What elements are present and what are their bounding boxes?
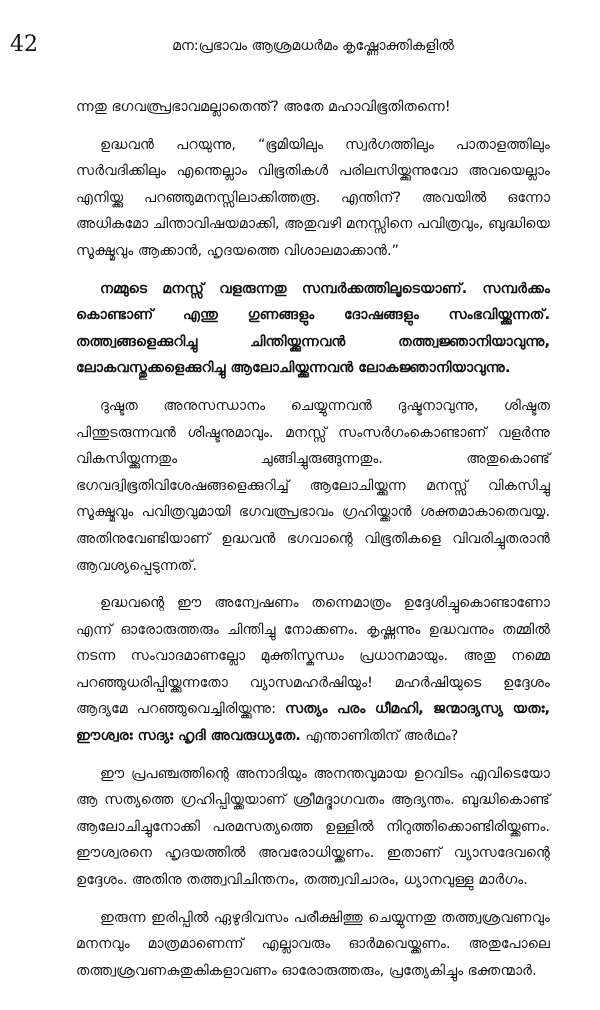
paragraph: ഇരുന്ന ഇരിപ്പിൽ ഏഴുദിവസം പരീക്ഷിത്തു ചെയ്യുന്നതു തത്ത്വശ്രവണവും മനനവും മാത്രമാണെന്ന് എല്ലാവരും ഓർമവെയ്ക്കണം. അതുപോലെ തത്ത്വശ്രവണകുതുകികളാവണം ഓരോരുത്തരും, പ്രത്യേകിച്ചും ഭക്തന്മാർ. <box>76 909 550 979</box>
sanskrit-verse: സത്യം പരം ധീമഹി, ജന്മാദ്യസ്യ യതഃ, ഈശ്വരഃ സദ്യഃ ഹൃദി അവരുധ്യതേ. <box>76 701 550 745</box>
paragraph-text: ഉദ്ധവന്റെ ഈ അന്വേഷണം തന്നെമാത്രം ഉദ്ദേശിച്ചുകൊണ്ടാണോ എന്ന് ഓരോരുത്തരും ചിന്തിച്ചു നോക്കണം. കൃഷ്ണന്നും ഉദ്ധവന്നും തമ്മിൽ നടന്ന സംവാദമാണല്ലോ മുക്തിസ്കന്ധം പ്രധാനമായും. അതു നമ്മെ പറഞ്ഞുധരിപ്പിയ്ക്കുന്നതോ വ്യാസമഹർഷിയും! മഹർഷിയുടെ ഉദ്ദേശം ആദ്യമേ പറഞ്ഞുവെച്ചിരിയ്ക്കുന്നു: <box>76 595 550 718</box>
paragraph-with-verse <box>76 590 550 750</box>
paragraph: ദുഷ്ടത അനുസന്ധാനം ചെയ്യുന്നവൻ ദുഷ്ടനാവുന്നു, ശിഷ്ടത പിന്തുടരുന്നവൻ ശിഷ്ടനുമാവും. മനസ്സ് സംസർഗംകൊണ്ടാണ് വളർന്നു വികസിയ്ക്കുന്നതും ചുങ്ങിച്ചുരുങ്ങുന്നതും. അതുകൊണ്ട് ഭഗവദ്വിഭൂതിവിശേഷങ്ങളെക്കുറിച്ച് ആലോചിയ്ക്കുന്ന മനസ്സ് വികസിച്ചു സൂക്ഷ്മവും പവിത്രവുമായി ഭഗവത്പ്രഭാവം ഗ്രഹിയ്ക്കാൻ ശക്തമാകാതെവയ്യ. അതിനുവേണ്ടിയാണ് ഉദ്ധവൻ ഭഗവാന്റെ വിഭൂതികളെ വിവരിച്ചുതരാൻ ആവശ്യപ്പെടുന്നത്. <box>76 397 550 574</box>
paragraph: ന്നതു ഭഗവത്പ്രഭാവമല്ലാതെന്ത്? അതേ മഹാവിഭൂതിതന്നെ! <box>76 99 451 115</box>
paragraph-text: എന്താണിതിന് അർഥം? <box>300 728 459 745</box>
emphasized-paragraph: നമ്മുടെ മനസ്സ് വളരുന്നതു സമ്പർക്കത്തിലൂടെയാണ്. സമ്പർക്കം കൊണ്ടാണ് എന്തു ഗുണങ്ങളും ദോഷങ്ങളും സംഭവിയ്ക്കുന്നത്. തത്ത്വങ്ങളെക്കുറിച്ചു ചിന്തിയ്ക്കുന്നവൻ തത്ത്വജ്ഞാനിയാവുന്നു, ലോകവസ്തുക്കളെക്കുറിച്ചു ആലോചിയ്ക്കുന്നവൻ ലോകജ്ഞാനിയാവുന്നു. <box>76 280 550 377</box>
paragraph: ഈ പ്രപഞ്ചത്തിന്റെ അനാദിയും അനന്തവുമായ ഉറവിടം എവിടെയോ ആ സത്യത്തെ ഗ്രഹിപ്പിയ്ക്കയാണ് ശ്രീമദ്ഭാഗവതം ആദ്യന്തം. ബുദ്ധികൊണ്ട് ആലോചിച്ചുനോക്കി പരമസത്യത്തെ ഉള്ളിൽ നിറുത്തിക്കൊണ്ടിരിയ്ക്കണം. ഈശ്വരനെ ഹൃദയത്തിൽ അവരോധിയ്ക്കണം. ഇതാണ് വ്യാസദേവന്റെ ഉദ്ദേശം. അതിനു തത്ത്വവിചിന്തനം, തത്ത്വവിചാരം, ധ്യാനവുള്ളു മാർഗം. <box>76 765 550 889</box>
paragraph: ഉദ്ധവൻ പറയുന്നു, “ഭൂമിയിലും സ്വർഗത്തിലും പാതാളത്തിലും സർവദിക്കിലും എന്തെല്ലാം വിഭൂതികൾ പരിലസിയ്ക്കുന്നുവോ അവയെല്ലാം എനിയ്ക്കു പറഞ്ഞുമനസ്സിലാക്കിത്തരൂ. എന്തിന്? അവയിൽ ഒന്നോ അധികമോ ചിന്താവിഷയമാക്കി, അതുവഴി മനസ്സിനെ പവിത്രവും, ബുദ്ധിയെ സൂക്ഷ്മവും ആക്കാൻ, ഹൃദയത്തെ വിശാലമാക്കാൻ.” <box>76 136 551 259</box>
body-text <box>76 94 550 984</box>
running-title: മന:പ്രഭാവം ആശ്രമധർമം കൃഷ്ണോക്തികളിൽ <box>172 38 454 54</box>
page-number: 42 <box>10 32 38 57</box>
page-header <box>10 0 550 60</box>
